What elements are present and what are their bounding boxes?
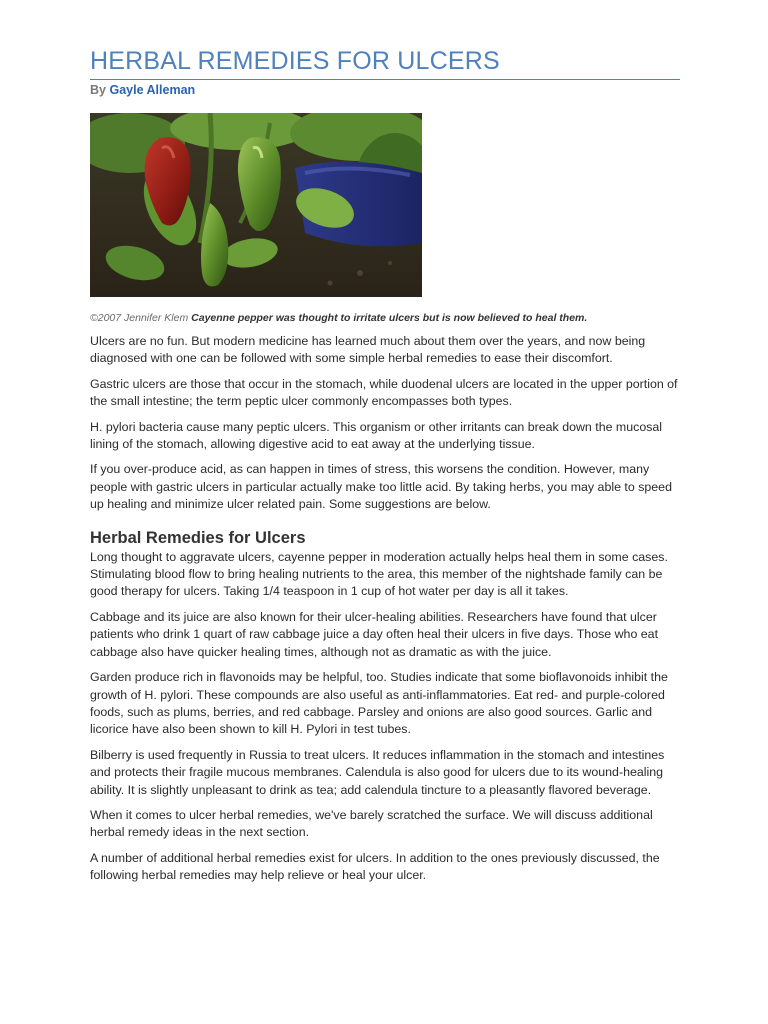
photo-caption: [90, 311, 680, 325]
section-paragraph-4: Bilberry is used frequently in Russia to treat ulcers. It reduces inflammation in the stomach and intestines and protects their fragile mucous membranes. Calendula is also good for ulcers due to its wound-healing ability. It is slightly unpleasant to drink as tea; add calendula tincture to a pleasantly flavored beverage.: [90, 747, 665, 797]
section-paragraph-6: A number of additional herbal remedies exist for ulcers. In addition to the ones previously discussed, the following herbal remedies may help relieve or heal your ulcer.: [90, 850, 660, 883]
photo-caption-text: Cayenne pepper was thought to irritate ulcers but is now believed to heal them.: [191, 312, 588, 324]
intro-paragraph-2: Gastric ulcers are those that occur in the stomach, while duodenal ulcers are located in the upper portion of the small intestine; the term peptic ulcer commonly encompasses both types.: [90, 376, 678, 409]
article: [90, 46, 680, 885]
intro-paragraph-1: Ulcers are no fun. But modern medicine has learned much about them over the years, and now being diagnosed with one can be followed with some simple herbal remedies to ease their discomfort.: [90, 334, 646, 366]
byline: [90, 82, 680, 98]
article-title: HERBAL REMEDIES FOR ULCERS: [90, 46, 680, 80]
section-paragraph-5: When it comes to ulcer herbal remedies, we've barely scratched the surface. We will discuss additional herbal remedy ideas in the next section.: [90, 807, 653, 840]
pepper-plant-image: [90, 113, 422, 297]
section-paragraph-2: Cabbage and its juice are also known for their ulcer-healing abilities. Researchers have found that ulcer patients who drink 1 quart of raw cabbage juice a day often heal their ulcers in five days. Those who eat cabbage also have quicker healing times, although not as dramatic as with the juice.: [90, 609, 659, 659]
photo-credit: ©2007 Jennifer Klem: [90, 312, 189, 324]
section-paragraph-3: Garden produce rich in flavonoids may be helpful, too. Studies indicate that some bioflavonoids inhibit the growth of H. pylori. These compounds are also useful as anti-inflammatories. Eat red- and purple-colored foods, such as plums, berries, and red cabbage. Parsley and onions are also good sources. Garlic and licorice have also been shown to kill H. Pylori in test tubes.: [90, 670, 668, 737]
intro-paragraph-4: If you over-produce acid, as can happen in times of stress, this worsens the condition. However, many people with gastric ulcers in particular actually make too little acid. By taking herbs, you may able to speed up healing and minimize ulcer related pain. Some suggestions are below.: [90, 462, 672, 512]
section-heading: Herbal Remedies for Ulcers: [90, 528, 306, 547]
intro-paragraph-3: H. pylori bacteria cause many peptic ulcers. This organism or other irritants can break down the mucosal lining of the stomach, allowing digestive acid to eat away at the underlying tissue.: [90, 419, 663, 452]
section-paragraph-1: Long thought to aggravate ulcers, cayenne pepper in moderation actually helps heal them in some cases. Stimulating blood flow to bring healing nutrients to the area, this member of the nightshade family can be good therapy for ulcers. Taking 1/4 teaspoon in 1 cup of hot water per day is all it takes.: [90, 549, 668, 599]
cayenne-pepper-photo: [90, 113, 422, 297]
byline-prefix: By: [90, 83, 106, 97]
author-link[interactable]: Gayle Alleman: [109, 83, 196, 97]
